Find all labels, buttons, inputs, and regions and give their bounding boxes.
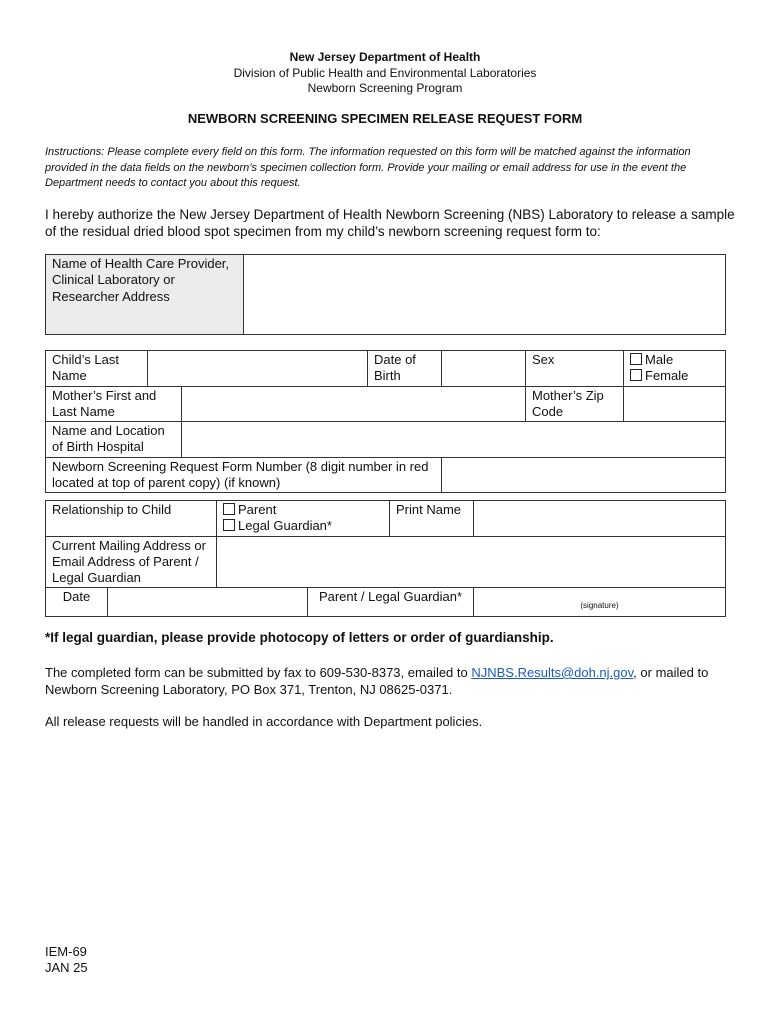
- male-checkbox[interactable]: [630, 353, 642, 365]
- guardian-checkbox[interactable]: [223, 519, 235, 531]
- birth-hospital-label: Name and Location of Birth Hospital: [46, 422, 182, 458]
- child-last-name-label: Child’s Last Name: [46, 351, 148, 387]
- female-label: Female: [645, 368, 689, 384]
- sex-label: Sex: [526, 351, 624, 387]
- recipient-table: [45, 254, 726, 335]
- parent-info-table: [45, 500, 726, 617]
- date-of-birth-field[interactable]: [442, 351, 526, 387]
- submission-suffix: , or mailed to Newborn Screening Laboratory, PO Box 371, Trenton, NJ 08625-0371.: [45, 665, 709, 697]
- program-name: Newborn Screening Program: [307, 81, 463, 95]
- signature-label: Parent / Legal Guardian*: [308, 588, 474, 617]
- sex-female-option[interactable]: [630, 368, 719, 384]
- authorization-text: I hereby authorize the New Jersey Department of Health Newborn Screening (NBS) Laboratory to release a sample of the residual dried blood spot specimen from my child’s newborn screening request form to:: [45, 207, 735, 239]
- date-label: Date: [46, 588, 108, 617]
- guardian-option[interactable]: [223, 518, 383, 534]
- relationship-options: [217, 501, 390, 537]
- recipient-label: Name of Health Care Provider, Clinical Laboratory or Researcher Address: [46, 255, 244, 335]
- child-last-name-field[interactable]: [148, 351, 368, 387]
- mother-name-field[interactable]: [182, 386, 526, 422]
- sex-male-option[interactable]: [630, 352, 719, 368]
- sex-options: [624, 351, 726, 387]
- female-checkbox[interactable]: [630, 369, 642, 381]
- date-field[interactable]: [108, 588, 308, 617]
- mother-zip-label: Mother’s Zip Code: [526, 386, 624, 422]
- print-name-label: Print Name: [390, 501, 474, 537]
- instructions-text: Instructions: Please complete every field on this form. The information requested on this form will be matched against the information provided in the data fields on the newborn’s specimen collection form. Provide your mailing or email address for use in the event the Department needs to contact you about this request.: [45, 146, 691, 189]
- male-label: Male: [645, 352, 674, 367]
- submission-prefix: The completed form can be submitted by fax to 609-530-8373, emailed to: [45, 665, 472, 680]
- guardian-note: *If legal guardian, please provide photocopy of letters or order of guardianship.: [45, 630, 554, 645]
- email-link[interactable]: NJNBS.Results@doh.nj.gov: [471, 665, 634, 680]
- child-info-table: [45, 350, 726, 493]
- recipient-field[interactable]: [244, 255, 726, 335]
- form-code-block: [45, 944, 88, 976]
- request-form-number-field[interactable]: [442, 457, 726, 493]
- signature-caption: (signature): [580, 601, 619, 611]
- parent-option-label: Parent: [238, 502, 277, 517]
- department-name: New Jersey Department of Health: [289, 50, 481, 64]
- form-title: NEWBORN SCREENING SPECIMEN RELEASE REQUEST FORM: [187, 111, 583, 126]
- guardian-option-label: Legal Guardian*: [238, 518, 332, 534]
- parent-option[interactable]: [223, 502, 383, 518]
- form-date: JAN 25: [45, 960, 88, 975]
- mailing-address-label: Current Mailing Address or Email Address of Parent / Legal Guardian: [46, 536, 217, 588]
- mother-zip-field[interactable]: [624, 386, 726, 422]
- print-name-field[interactable]: [474, 501, 726, 537]
- submission-instructions: [45, 664, 735, 698]
- policy-statement: All release requests will be handled in accordance with Department policies.: [45, 714, 483, 729]
- form-code: IEM-69: [45, 944, 87, 959]
- parent-checkbox[interactable]: [223, 503, 235, 515]
- birth-hospital-field[interactable]: [182, 422, 726, 458]
- division-name: Division of Public Health and Environmental Laboratories: [233, 66, 537, 80]
- request-form-number-label: Newborn Screening Request Form Number (8 digit number in red located at top of parent copy) (if known): [46, 457, 442, 493]
- relationship-label: Relationship to Child: [46, 501, 217, 537]
- signature-field[interactable]: [474, 588, 726, 617]
- date-of-birth-label: Date of Birth: [368, 351, 442, 387]
- mother-name-label: Mother’s First and Last Name: [46, 386, 182, 422]
- mailing-address-field[interactable]: [217, 536, 726, 588]
